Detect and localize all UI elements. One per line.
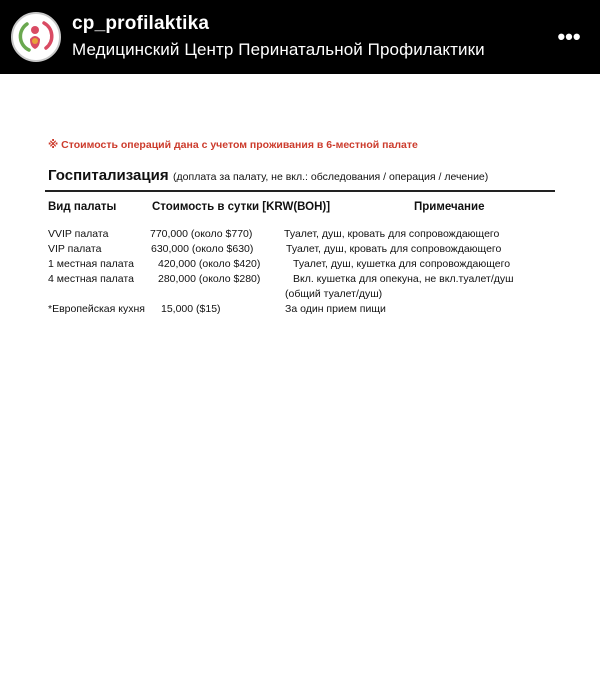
table-cell-room: VVIP палата [48, 228, 109, 240]
table-cell-room: VIP палата [48, 243, 102, 255]
column-header-price: Стоимость в сутки [KRW(ВОН)] [152, 201, 331, 213]
table-cell-room: *Европейская кухня [48, 303, 145, 315]
column-header-room: Вид палаты [48, 201, 117, 213]
table-cell-room: 1 местная палата [48, 258, 134, 270]
avatar[interactable] [11, 12, 61, 62]
table-cell-note: За один прием пищи [285, 303, 386, 315]
table-cell-price: 770,000 (около $770) [150, 228, 253, 240]
table-cell-price: 630,000 (около $630) [151, 243, 254, 255]
clinic-logo-icon [13, 14, 59, 60]
table-cell-note: Вкл. кушетка для опекуна, не вкл.туалет/душ [293, 273, 514, 285]
price-note: ※ Стоимость операций дана с учетом проживания в 6-местной палате [48, 139, 418, 151]
table-cell-price: 420,000 (около $420) [158, 258, 261, 270]
table-cell-room: 4 местная палата [48, 273, 134, 285]
account-subtitle: Медицинский Центр Перинатальной Профилактики [72, 40, 485, 59]
section-title-main: Госпитализация [48, 167, 169, 184]
column-header-note: Примечание [414, 201, 485, 213]
table-cell-note: Туалет, душ, кровать для сопровождающего [284, 228, 500, 240]
section-title [48, 167, 488, 185]
table-cell-note: Туалет, душ, кушетка для сопровождающего [293, 258, 511, 270]
table-cell-note: Туалет, душ, кровать для сопровождающего [286, 243, 502, 255]
table-cell-note-continued: (общий туалет/душ) [285, 288, 383, 300]
profile-header [0, 0, 600, 74]
post-image [0, 74, 600, 696]
more-horizontal-icon: ••• [557, 24, 581, 49]
table-cell-price: 280,000 (около $280) [158, 273, 261, 285]
title-divider [45, 190, 555, 192]
more-options-button[interactable] [553, 24, 585, 50]
section-title-sub: (доплата за палату, не вкл.: обследования / операция / лечение) [173, 171, 489, 183]
account-name[interactable]: cp_profilaktika [72, 13, 210, 34]
table-cell-price: 15,000 ($15) [161, 303, 221, 315]
